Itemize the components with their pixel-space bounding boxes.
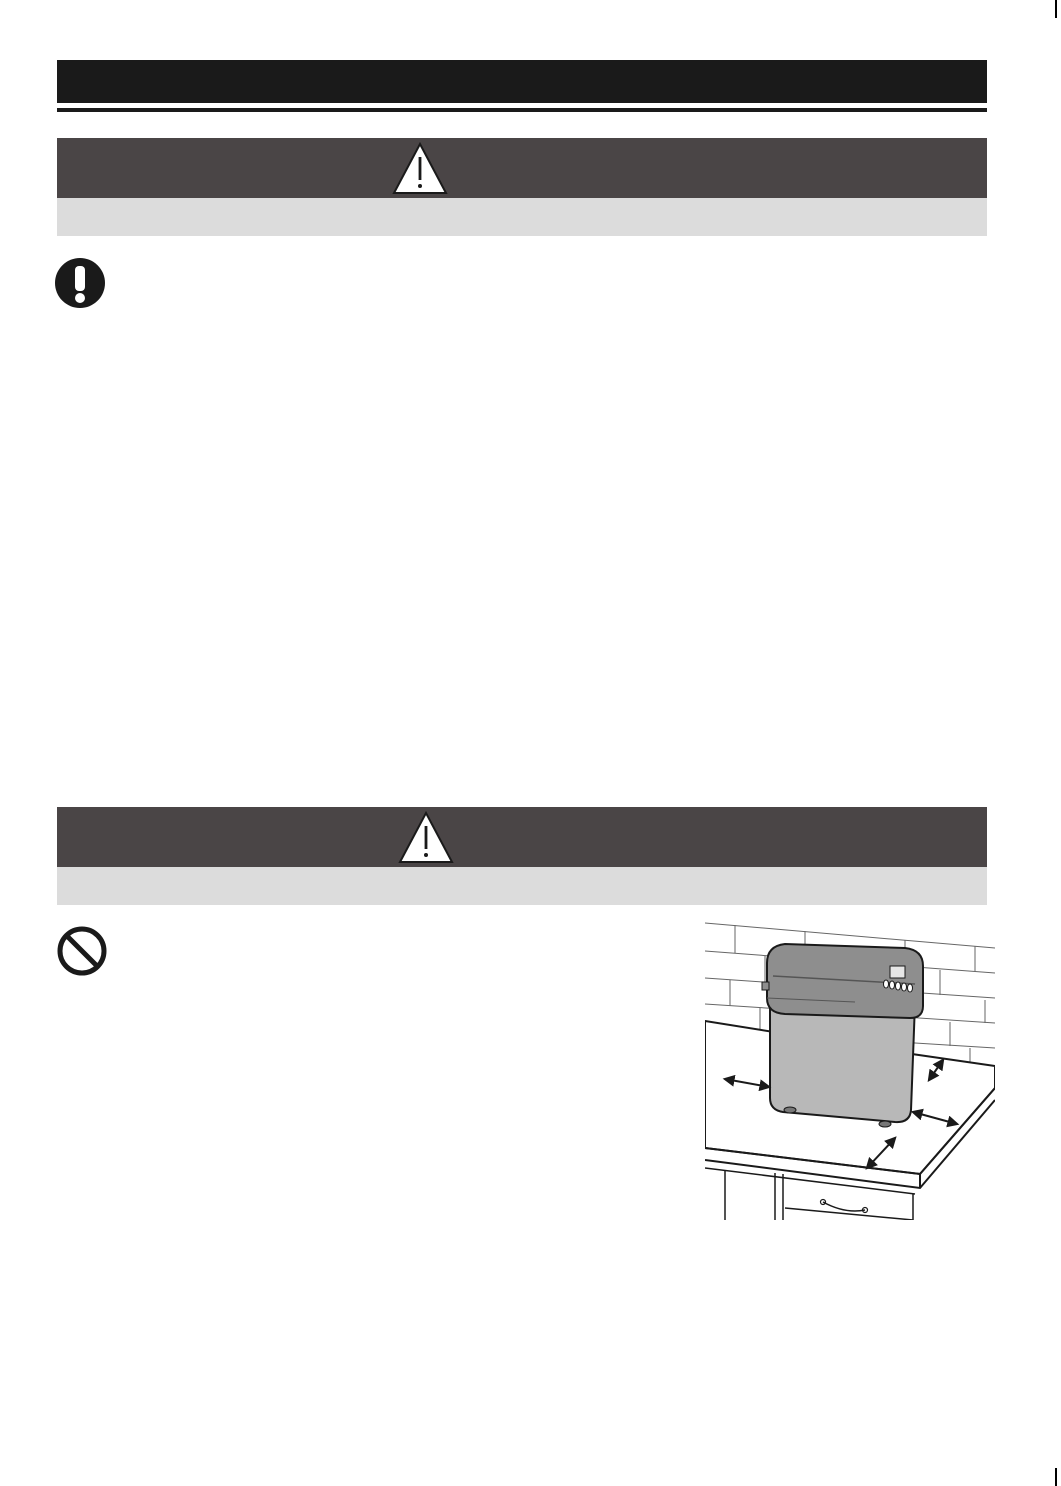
mandatory-action-icon [54, 257, 106, 309]
warning-header-2 [57, 807, 987, 867]
warning-triangle-icon [391, 141, 449, 196]
warning-subheader-1 [57, 198, 987, 236]
prohibition-icon [56, 925, 108, 977]
page-title [57, 60, 987, 103]
crop-mark-bottom-right [1055, 1468, 1057, 1486]
warning-subheader-2 [57, 867, 987, 905]
bread-maker-clearance-illustration [705, 918, 995, 1220]
bread-maker [762, 944, 923, 1127]
warning-triangle-icon [397, 810, 455, 865]
crop-mark-top-right [1055, 0, 1057, 18]
warning-header-1 [57, 138, 987, 198]
title-underline [57, 108, 987, 112]
